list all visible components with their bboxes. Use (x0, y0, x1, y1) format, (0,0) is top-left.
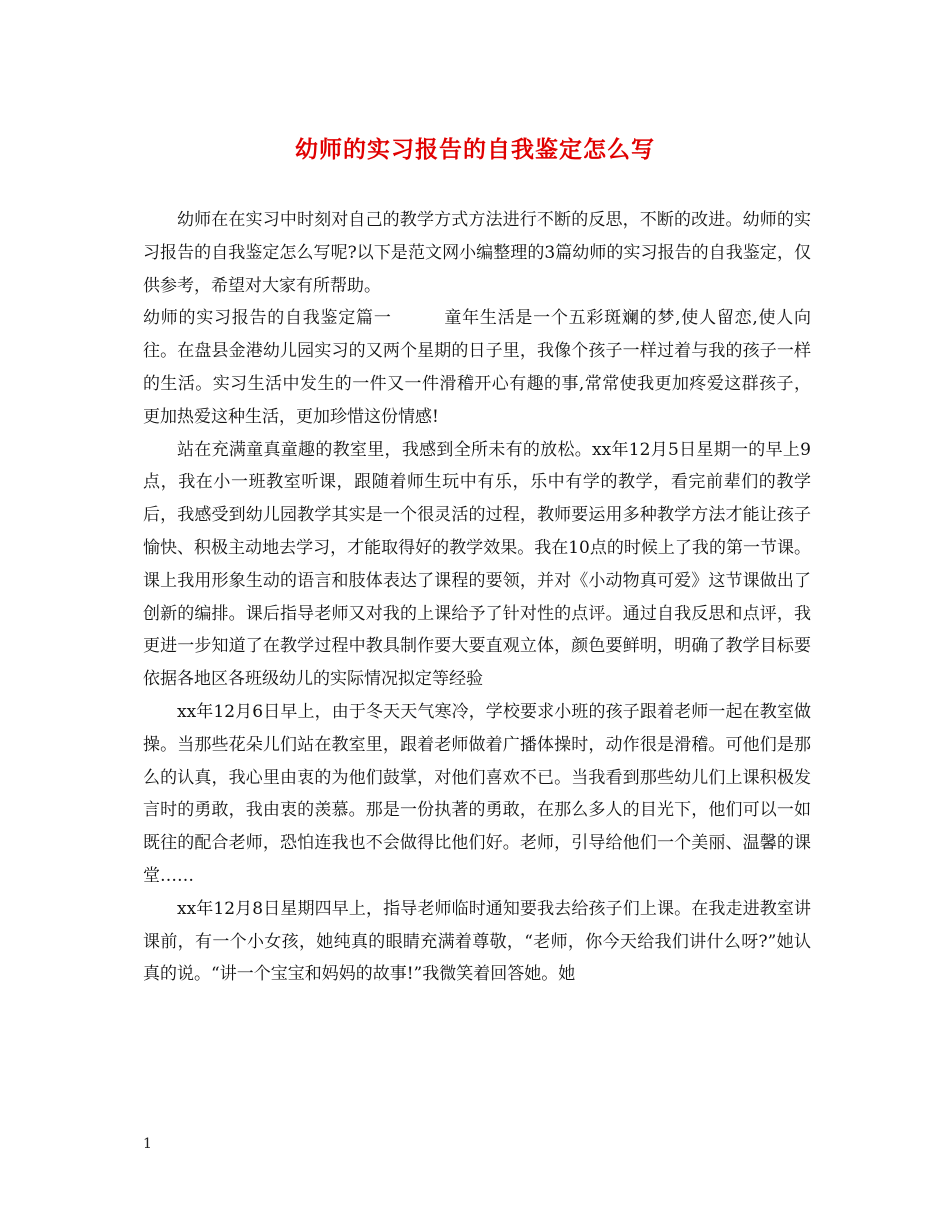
section-paragraph (143, 302, 811, 433)
page-number: 1 (143, 1136, 152, 1152)
document-body (143, 204, 811, 991)
section-heading: 幼师的实习报告的自我鉴定篇一 (143, 308, 392, 329)
body-paragraph: 站在充满童真童趣的教室里，我感到全所未有的放松。xx年12月5日星期一的早上9点，我在小一班教室听课，跟随着师生玩中有乐，乐中有学的教学，看完前辈们的教学后，我感受到幼儿园教学其实是一个很灵活的过程，教师要运用多种教学方法才能让孩子愉快、积极主动地去学习，才能取得好的教学效果。我在10点的时候上了我的第一节课。课上我用形象生动的语言和肢体表达了课程的要领，并对《小动物真可爱》这节课做出了创新的编排。课后指导老师又对我的上课给予了针对性的点评。通过自我反思和点评，我更进一步知道了在教学过程中教具制作要大要直观立体，颜色要鲜明，明确了教学目标要依据各地区各班级幼儿的实际情况拟定等经验 (143, 439, 811, 690)
body-paragraph: xx年12月8日星期四早上，指导老师临时通知要我去给孩子们上课。在我走进教室讲课前，有一个小女孩，她纯真的眼睛充满着尊敬，“老师，你今天给我们讲什么呀?”她认真的说。“讲一个宝宝和妈妈的故事!”我微笑着回答她。她 (143, 898, 811, 985)
section-opening-text: 童年生活是一个五彩斑斓的梦,使人留恋,使人向往。在盘县金港幼儿园实习的又两个星期的日子里，我像个孩子一样过着与我的孩子一样的生活。实习生活中发生的一件又一件滑稽开心有趣的事,常常使我更加疼爱这群孩子，更加热爱这种生活，更加珍惜这份情感! (143, 308, 811, 427)
intro-paragraph: 幼师在在实习中时刻对自己的教学方式方法进行不断的反思，不断的改进。幼师的实习报告的自我鉴定怎么写呢?以下是范文网小编整理的3篇幼师的实习报告的自我鉴定，仅供参考，希望对大家有所帮助。 (143, 210, 811, 296)
document-title: 幼师的实习报告的自我鉴定怎么写 (295, 136, 655, 163)
body-paragraph: xx年12月6日早上，由于冬天天气寒冷，学校要求小班的孩子跟着老师一起在教室做操。当那些花朵儿们站在教室里，跟着老师做着广播体操时，动作很是滑稽。可他们是那么的认真，我心里由衷的为他们鼓掌，对他们喜欢不已。当我看到那些幼儿们上课积极发言时的勇敢，我由衷的羡慕。那是一份执著的勇敢，在那么多人的目光下，他们可以一如既往的配合老师，恐怕连我也不会做得比他们好。老师，引导给他们一个美丽、温馨的课堂…… (143, 701, 811, 886)
